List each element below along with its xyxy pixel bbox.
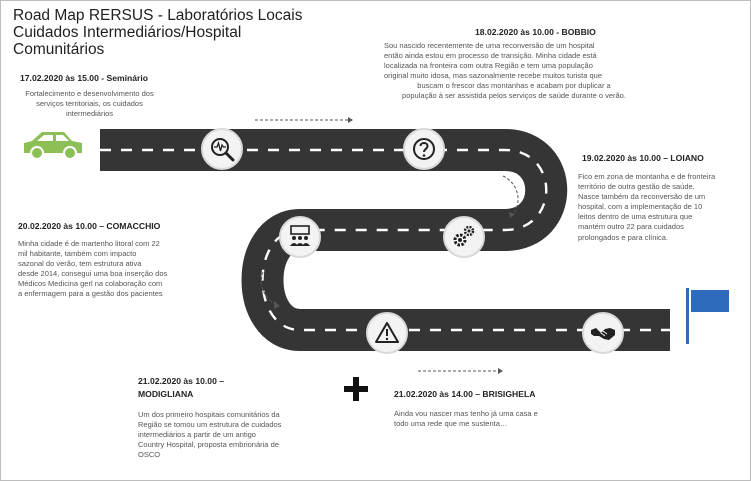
search-chart-icon xyxy=(201,128,243,170)
text-line: território de outra gestão de saúde. xyxy=(578,182,695,192)
text-line: buscam o frescor das montanhas e acabam por duplicar a xyxy=(417,81,611,91)
modigliana-text xyxy=(138,410,308,460)
text-line: intermediários xyxy=(65,109,114,119)
brisighela-header: 21.02.2020 às 14.00 – BRISIGHELA xyxy=(394,389,536,399)
comacchio-header: 20.02.2020 às 10.00 – COMACCHIO xyxy=(18,221,161,231)
text-line: sazonal do verão, tem estrutura ativa xyxy=(18,259,142,269)
text-line: Fortalecimento e desenvolvimento dos xyxy=(25,89,154,98)
comacchio-text xyxy=(18,239,190,300)
header-line: 21.02.2020 às 10.00 – xyxy=(138,376,225,386)
text-line: todo uma rede que me sustenta… xyxy=(394,419,508,429)
text-line: a enfermagem para a gestão dos pacientes xyxy=(18,289,163,299)
text-line: prolongados e para clínica. xyxy=(578,232,669,242)
arrow-top xyxy=(255,117,353,123)
car-icon xyxy=(20,129,86,166)
arrow-bottom xyxy=(418,368,503,374)
flag-icon xyxy=(683,286,733,351)
text-line: Um dos primeiro hospitais comunitários da xyxy=(138,410,280,419)
title-line-1: Road Map RERSUS - Laboratórios Locais xyxy=(13,7,303,24)
seminario-header: 17.02.2020 às 15.00 - Seminário xyxy=(20,73,149,83)
title-line-3: Comunitários xyxy=(13,41,105,58)
text-line: população à ser assistida pelos serviços de saúde durante o verão. xyxy=(402,91,626,101)
question-icon xyxy=(403,128,445,170)
audience-icon xyxy=(279,216,321,258)
text-line: intermediários a partir de um antigo xyxy=(138,430,256,440)
warning-icon xyxy=(366,312,408,354)
text-line: mil habitante, também com impacto xyxy=(18,249,137,259)
text-line: leitos dentro de uma estrutura que xyxy=(578,212,693,222)
text-line: original muito idosa, mas sazonalmente recebe muitos turista que xyxy=(384,71,603,81)
text-line: Fico em zona de montanha e de fronteira xyxy=(578,172,716,181)
text-line: então ainda estou em processo de transição. Minha cidade está xyxy=(384,51,597,61)
bobbio-text xyxy=(384,41,644,102)
text-line: desde 2014, consegui uma boa inserção dos xyxy=(18,269,168,279)
text-line: mantém outro 22 para cuidados xyxy=(578,222,684,232)
text-line: Ainda vou nascer mas tenho já uma casa e xyxy=(394,409,538,418)
seminario-text xyxy=(12,89,167,119)
text-line: Minha cidade é de martenho litoral com 22 xyxy=(18,239,160,248)
handshake-icon xyxy=(582,312,624,354)
brisighela-text xyxy=(394,409,569,429)
text-line: Região se tomou um estrutura de cuidados xyxy=(138,420,282,430)
modigliana-header xyxy=(138,376,224,399)
loiano-header: 19.02.2020 às 10.00 – LOIANO xyxy=(582,153,704,163)
text-line: Country Hospital, proposta embrionária de xyxy=(138,440,279,450)
bobbio-header: 18.02.2020 às 10.00 - BOBBIO xyxy=(475,27,596,37)
text-line: hospital, com a implementação de 10 xyxy=(578,202,703,212)
gears-icon xyxy=(443,216,485,258)
text-line: Sou nascido recentemente de uma reconversão de um hospital xyxy=(384,41,595,50)
loiano-text xyxy=(578,172,738,243)
text-line: OSCO xyxy=(138,450,161,460)
text-line: serviços territoriais, os cuidados xyxy=(36,99,143,109)
plus-icon xyxy=(343,376,369,407)
text-line: Médicos Medicina gerl na colaboração com xyxy=(18,279,163,289)
text-line: localizada na fronteira com outra Região e tem uma população xyxy=(384,61,593,71)
title-line-2: Cuidados Intermediários/Hospital xyxy=(13,24,242,41)
text-line: Nasce também da reconversão de um xyxy=(578,192,706,202)
header-line: MODIGLIANA xyxy=(138,389,194,399)
